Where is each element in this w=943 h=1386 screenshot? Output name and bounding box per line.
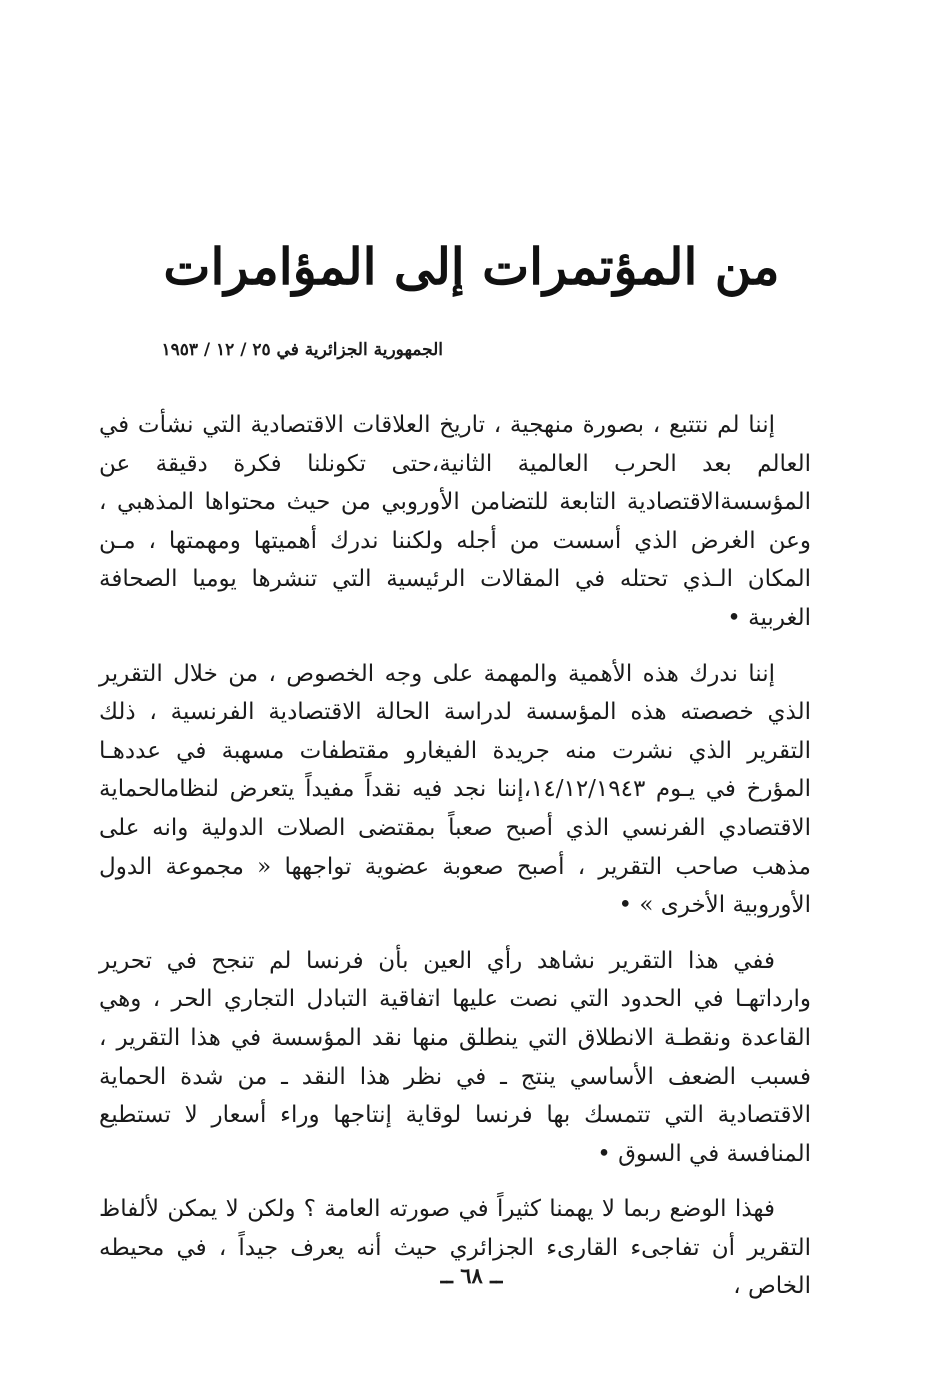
dateline: الجمهورية الجزائرية في ٢٥ / ١٢ / ١٩٥٣ bbox=[161, 340, 443, 360]
paragraph: إننا ندرك هذه الأهمية والمهمة على وجه الخصوص ، من خلال التقرير الذي خصصته هذه المؤسسة لدراسة الحالة الاقتصادية الفرنسية ، ذلك التقرير الذي نشرت منه جريدة الفيغارو مقتطفات مسهبة في عددهـا المؤرخ في يـوم ١٤/١٢/١٩٤٣،إننا نجد فيه نقداً مفيداً يتعرض لنظامالحماية الاقتصادي الفرنسي الذي أصبح صعباً بمقتضى الصلات الدولية وانه على مذهب صاحب التقرير ، أصبح صعوبة عضوية تواجهها « مجموعة الدول الأوروبية الأخرى » • bbox=[99, 660, 812, 919]
paragraph: إننا لم نتتبع ، بصورة منهجية ، تاريخ العلاقات الاقتصادية التي نشأت في العالم بعد الحرب العالمية الثانية،حتى تكونلنا فكرة دقيقة عن المؤسسةالاقتصادية التابعة للتضامن الأوروبي من حيث محتواها المذهبي ، وعن الغرض الذي أسست من أجله ولكننا ندرك أهميتها ومهمتها ، مـن المكان الـذي تحتله في المقالات الرئيسية التي تنشرها يوميا الصحافة الغربية • bbox=[99, 412, 811, 631]
chapter-title: من المؤتمرات إلى المؤامرات bbox=[163, 237, 780, 296]
paragraph: ففي هذا التقرير نشاهد رأي العين بأن فرنسا لم تنجح في تحرير وارداتهـا في الحدود التي نصت عليها اتفاقية التبادل التجاري الحر ، وهي القاعدة ونقطـة الانطلاق التي ينطلق منها نقد المؤسسة في هذا التقرير ، فسبب الضعف الأساسي ينتج ـ في نظر هذا النقد ـ من شدة الحماية الاقتصادية التي تتمسك بها فرنسا لوقاية إنتاجها وراء أسعار لا تستطيع المنافسة في السوق • bbox=[99, 947, 811, 1167]
page-number: ــ ٦٨ ــ bbox=[440, 1263, 503, 1288]
paragraph: فهذا الوضع ربما لا يهمنا كثيراً في صورته العامة ؟ ولكن لا يمكن لألفاظ التقرير أن تفاجىء القارىء الجزائري حيث أنه يعرف جيداً ، في محيطه الخاص ، bbox=[99, 1196, 811, 1300]
article-body bbox=[99, 406, 811, 1306]
